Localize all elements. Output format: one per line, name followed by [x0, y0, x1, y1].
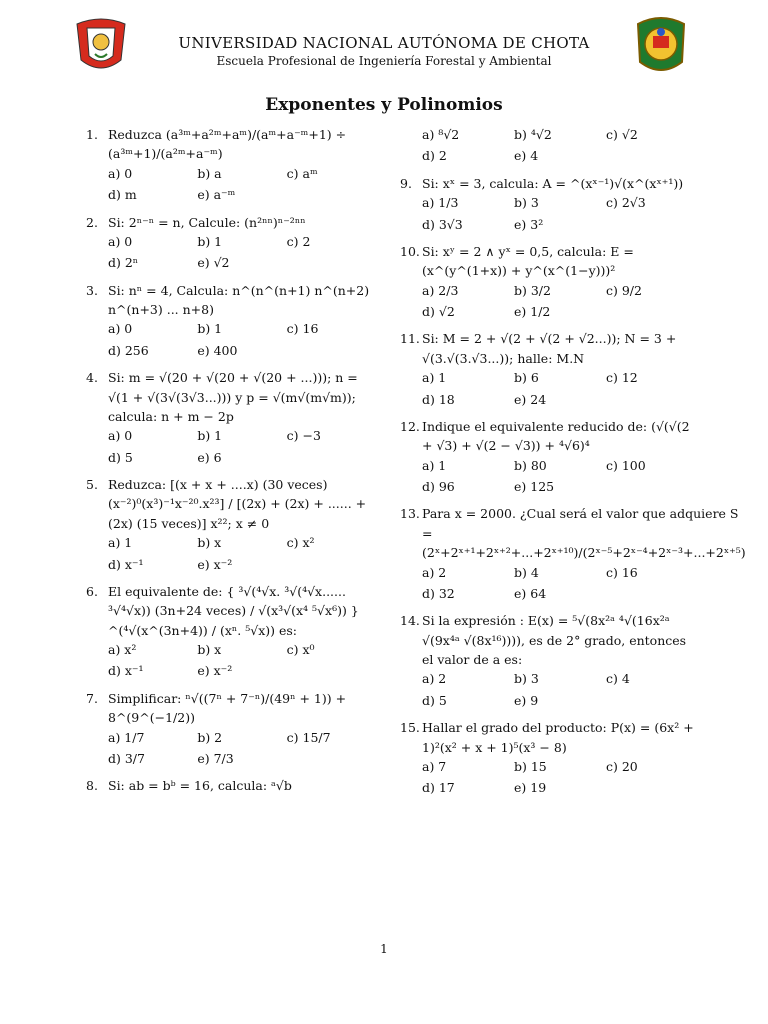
answer-option: d) 5 [108, 449, 133, 465]
problem-block [400, 504, 746, 603]
answer-option: b) 6 [514, 370, 539, 386]
answer-option: a) 0 [108, 321, 133, 337]
answer-option: e) 3² [514, 216, 544, 232]
problem-number: 12. [400, 418, 420, 434]
answer-option: c) 100 [606, 457, 646, 473]
problems-left-column [86, 125, 376, 804]
answer-option: e) 9 [514, 692, 539, 708]
answer-option: e) 6 [197, 449, 222, 465]
answer-options [422, 368, 698, 409]
problem-block [86, 281, 376, 361]
answer-option: c) 9/2 [606, 282, 642, 298]
answer-options [108, 164, 376, 205]
problem-number: 3. [86, 282, 98, 298]
answer-options [108, 319, 376, 360]
problem-number: 13. [400, 506, 420, 522]
answer-option: e) 7/3 [197, 750, 234, 766]
answer-option: b) 1 [197, 428, 223, 444]
problem-statement [86, 125, 376, 164]
answer-option: b) ⁴√2 [514, 127, 552, 142]
problem-text: Si: xʸ = 2 ∧ yˣ = 0,5, calcula: E = (x^(y^(1+x)) + y^(x^(1−y)))² [422, 243, 634, 279]
answer-option: c) √2 [606, 127, 638, 142]
problem-number: 11. [400, 331, 420, 347]
problem-statement [400, 242, 698, 281]
problem-text: Reduzca: [(x + x + ....x) (30 veces) (x⁻²)⁰(x³)⁻¹x⁻²⁰.x²³] / [(2x) + (2x) + ...... + (2x) (15 veces)] x²²; x ≠ 0 [108, 477, 367, 531]
answer-option: e) x⁻² [197, 556, 233, 572]
problem-block [400, 417, 698, 497]
answer-options [422, 757, 698, 798]
answer-option: a) 0 [108, 233, 133, 249]
answer-option: e) √2 [197, 255, 230, 271]
answer-option: c) aᵐ [286, 165, 318, 181]
problem-block [86, 776, 376, 795]
answer-option: d) x⁻¹ [108, 663, 144, 679]
problem-number: 15. [400, 720, 420, 736]
problem-number: 6. [86, 583, 98, 599]
answer-option: d) 3/7 [108, 750, 145, 766]
problem-text: Si: xˣ = 3, calcula: A = ^(xˣ⁻¹)√(x^(xˣ⁺¹)) [422, 175, 684, 191]
problem-statement [400, 329, 698, 368]
answer-option: b) 4 [514, 564, 539, 580]
problem-statement [86, 689, 376, 728]
answer-options [422, 563, 698, 604]
answer-option: c) 16 [606, 564, 638, 580]
answer-options [422, 456, 698, 497]
problem-block [400, 611, 698, 710]
problem-text: Hallar el grado del producto: P(x) = (6x² + 1)²(x² + x + 1)⁵(x³ − 8) [422, 720, 694, 755]
answer-option: b) x [197, 642, 222, 657]
problem-number: 7. [86, 690, 98, 706]
answer-option: a) 1/3 [422, 195, 459, 211]
answer-option: b) x [197, 535, 222, 551]
problem-statement [86, 475, 376, 533]
problem-block [86, 689, 376, 769]
answer-option: a) 1 [422, 457, 447, 473]
answer-options [422, 669, 698, 710]
problem-number: 4. [86, 370, 98, 386]
answer-option: d) m [108, 187, 137, 203]
answer-option: d) 256 [108, 342, 149, 358]
answer-option: b) 3 [514, 195, 539, 211]
problem-number: 2. [86, 214, 98, 230]
answer-option: c) 15/7 [286, 729, 331, 745]
answer-option: a) 2/3 [422, 282, 459, 298]
answer-options [422, 193, 698, 234]
answer-option: a) 2 [422, 671, 447, 687]
answer-option: c) 12 [606, 370, 638, 386]
problem-block [400, 718, 698, 798]
answer-option: b) 3/2 [514, 282, 551, 298]
problem-number: 14. [400, 613, 420, 629]
problem-number: 8. [86, 778, 98, 794]
answer-option: e) 19 [514, 780, 547, 796]
answer-options [108, 426, 376, 467]
answer-option: d) 96 [422, 479, 455, 494]
answer-option: c) x² [286, 535, 315, 551]
problem-statement [86, 213, 376, 232]
problem-text: Si: 2ⁿ⁻ⁿ = n, Calcule: (n²ⁿⁿ)ⁿ⁻²ⁿⁿ [108, 214, 306, 230]
answer-option: d) 2 [422, 148, 447, 164]
answer-option: a) ⁸√2 [422, 127, 460, 142]
answer-option: c) 20 [606, 758, 638, 774]
answer-option: b) 15 [514, 758, 547, 774]
answer-option: d) 18 [422, 391, 455, 407]
page-title: Exponentes y Polinomios [265, 95, 503, 115]
answer-options [108, 728, 376, 769]
problem-statement [400, 504, 746, 562]
problem-block [86, 213, 376, 273]
answer-option: b) 1 [197, 233, 223, 249]
answer-option: a) 1/7 [108, 729, 145, 745]
answer-option: c) −3 [286, 428, 321, 444]
school-name: Escuela Profesional de Ingeniería Forestal y Ambiental [216, 54, 552, 68]
problem-number: 5. [86, 477, 98, 492]
answer-options [108, 533, 376, 574]
problem-block [400, 125, 698, 166]
answer-option: d) 2ⁿ [108, 255, 139, 271]
header [0, 0, 768, 90]
problem-statement [86, 281, 376, 320]
problem-text: Indique el equivalente reducido de: (√(√(2 + √3) + √(2 − √3)) + ⁴√6)⁴ [422, 418, 690, 454]
problem-block [86, 582, 376, 681]
problem-number: 9. [400, 175, 412, 191]
answer-option: e) 125 [514, 479, 555, 494]
problem-statement [86, 776, 376, 795]
answer-option: c) 4 [606, 671, 630, 687]
answer-option: d) 3√3 [422, 216, 463, 232]
problem-block [86, 368, 376, 467]
problem-number: 1. [86, 127, 98, 142]
problem-statement [400, 718, 698, 757]
answer-option: b) 3 [514, 671, 539, 687]
problem-block [86, 125, 376, 205]
problem-statement [400, 417, 698, 456]
answer-options [422, 281, 698, 322]
problem-statement [400, 174, 698, 193]
answer-option: e) 64 [514, 585, 547, 601]
answer-option: e) a⁻ᵐ [197, 187, 236, 203]
problem-block [86, 475, 376, 574]
answer-option: c) 16 [286, 321, 319, 337]
answer-option: e) x⁻² [197, 663, 233, 679]
problem-text: El equivalente de: { ³√(⁴√x. ³√(⁴√x...... ³√⁴√x)) (3n+24 veces) / √(x³√(x⁴ ⁵√x⁶)) } ^(⁴√(x^(3n+4)) / (xⁿ. ⁵√x)) es: [108, 583, 359, 638]
answer-option: b) 80 [514, 457, 547, 473]
problem-statement [86, 368, 376, 426]
problem-text: Si: nⁿ = 4, Calcula: n^(n^(n+1) n^(n+2) n^(n+3) ... n+8) [108, 282, 370, 317]
answer-option: d) 5 [422, 692, 447, 708]
university-name: UNIVERSIDAD NACIONAL AUTÓNOMA DE CHOTA [178, 34, 590, 52]
answer-option: e) 400 [197, 342, 238, 358]
university-seal-logo [632, 14, 690, 78]
problem-statement [400, 611, 698, 669]
answer-option: c) 2√3 [606, 195, 646, 211]
problem-text: Reduzca (a³ᵐ+a²ᵐ+aᵐ)/(aᵐ+a⁻ᵐ+1) ÷ (a³ᵐ+1)/(a²ᵐ+a⁻ᵐ) [108, 127, 347, 162]
problem-text: Si: M = 2 + √(2 + √(2 + √2...)); N = 3 + √(3.√(3.√3...)); halle: M.N [422, 331, 677, 366]
answer-option: a) 1 [422, 370, 447, 386]
problem-number: 10. [400, 243, 420, 259]
problem-text: Para x = 2000. ¿Cual será el valor que adquiere S = (2ˣ+2ˣ⁺¹+2ˣ⁺²+...+2ˣ⁺¹⁰)/(2ˣ⁻⁵+2ˣ⁻⁴+2ˣ⁻³+...+2ˣ⁺⁵) [422, 506, 746, 561]
problem-text: Si: m = √(20 + √(20 + √(20 + ...))); n = √(1 + √(3√(3√3...))) y p = √(m√(m√m)); calcula: n + m − 2p [108, 370, 358, 424]
answer-option: d) √2 [422, 304, 455, 319]
answer-option: b) 2 [197, 729, 223, 745]
answer-option: c) 2 [286, 233, 311, 249]
problem-text: Simplificar: ⁿ√((7ⁿ + 7⁻ⁿ)/(49ⁿ + 1)) + 8^(9^(−1/2)) [108, 690, 347, 726]
answer-option: a) 0 [108, 428, 133, 444]
page-number: 1 [380, 942, 388, 956]
problem-text: Si: ab = bᵇ = 16, calcula: ᵃ√b [108, 778, 292, 794]
problem-statement [86, 582, 376, 640]
answer-option: a) x² [108, 642, 137, 657]
answer-option: b) a [197, 165, 222, 181]
problem-text: Si la expresión : E(x) = ⁵√(8x²ᵃ ⁴√(16x²ᵃ √(9x⁴ᵃ √(8x¹⁶)))), es de 2° grado, entonces el valor de a es: [422, 613, 687, 667]
answer-option: a) 7 [422, 758, 447, 774]
answer-options [422, 125, 698, 166]
answer-option: e) 4 [514, 148, 539, 164]
answer-option: b) 1 [197, 321, 223, 337]
answer-option: a) 2 [422, 564, 447, 580]
answer-option: c) x⁰ [286, 642, 315, 657]
answer-option: a) 0 [108, 165, 133, 181]
problem-block [400, 329, 698, 409]
answer-option: e) 24 [514, 391, 547, 407]
problems-right-column [400, 125, 746, 806]
answer-options [108, 640, 376, 681]
answer-option: d) 32 [422, 585, 455, 601]
answer-option: d) x⁻¹ [108, 556, 144, 572]
answer-options [108, 232, 376, 273]
answer-option: e) 1/2 [514, 304, 551, 319]
answer-option: d) 17 [422, 780, 455, 796]
problem-block [400, 174, 698, 234]
answer-option: a) 1 [108, 535, 133, 551]
problem-block [400, 242, 698, 322]
